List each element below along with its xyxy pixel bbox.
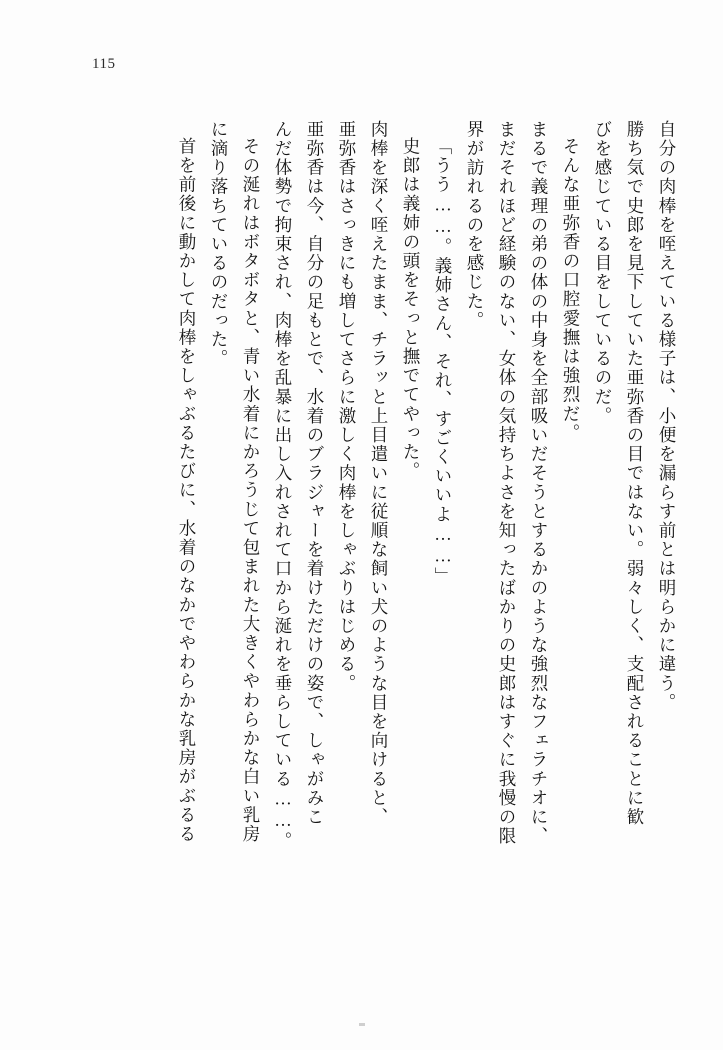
text-line: 界が訪れるのを感じた。 [465, 120, 485, 331]
text-line: 亜弥香は今、自分の足もとで、水着のブラジャーを着けただけの姿で、しゃがみこ [305, 120, 325, 827]
footer-mark [359, 1023, 365, 1026]
text-line: んだ体勢で拘束され、肉棒を乱暴に出し入れされて口から涎れを垂らしている……。 [273, 120, 293, 851]
text-line: に滴り落ちているのだった。 [209, 120, 229, 369]
text-line: 亜弥香はさっきにも増してさらに激しく肉棒をしゃぶりはじめる。 [337, 120, 357, 693]
text-line: 自分の肉棒を咥えている様子は、小便を漏らす前とは明らかに違う。 [657, 120, 677, 713]
text-line: 史郎は義姉の頭をそっと撫でてやった。 [401, 137, 421, 481]
text-line: びを感じている目をしているのだ。 [593, 120, 613, 426]
text-line: 首を前後に動かして肉棒をしゃぶるたびに、水着のなかでやわらかな乳房がぶるる [177, 137, 197, 844]
vertical-text-body [66, 120, 675, 950]
text-line: 肉棒を深く咥えたまま、チラッと上目遣いに従順な飼い犬のような目を向けると、 [369, 120, 389, 827]
text-line: まるで義理の弟の体の中身を全部吸いだそうとするかのような強烈なフェラチオに、 [529, 120, 549, 846]
text-line: まだそれほど経験のない、女体の気持ちよさを知ったばかりの史郎はすぐに我慢の限 [497, 120, 517, 846]
text-line: 勝ち気で史郎を見下していた亜弥香の目ではない。弱々しく、支配されることに歓 [625, 120, 645, 827]
page-number: 115 [92, 56, 116, 72]
text-line: その涎れはボタボタと、青い水着にかろうじて包まれた大きくやわらかな白い乳房 [241, 137, 261, 844]
text-line: そんな亜弥香の口腔愛撫は強烈だ。 [561, 137, 581, 443]
text-line: 「うう……。義姉さん、それ、すごくいいよ……」 [433, 137, 453, 587]
